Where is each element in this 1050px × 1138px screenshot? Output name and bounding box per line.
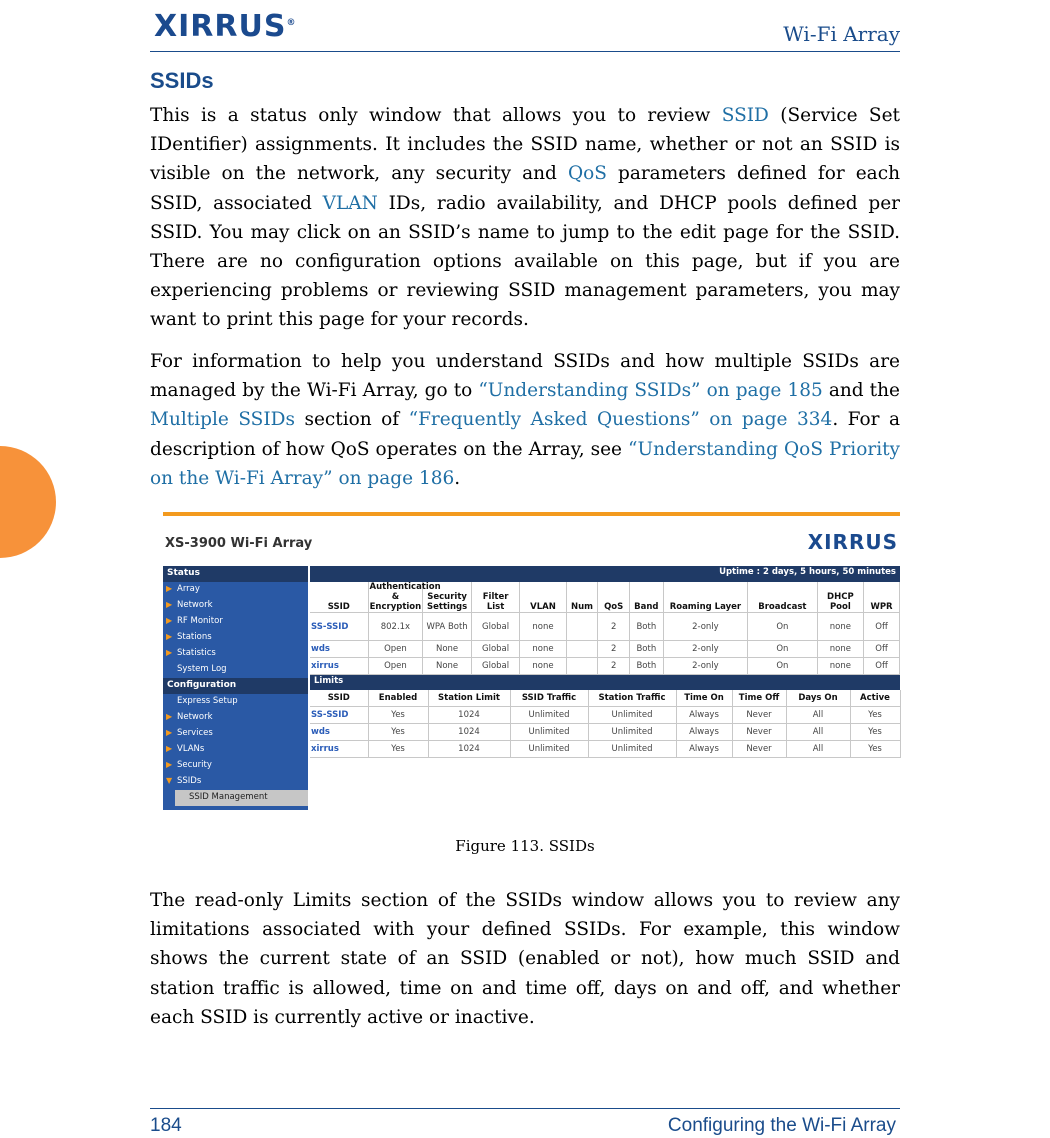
sidebar-status-head: Status [163,566,308,582]
figure-title-bar [163,512,900,562]
faq-link[interactable]: “Frequently Asked Questions” on page 334 [408,409,833,431]
ssid-cell: 2 [598,641,630,658]
ssid-cell: none [817,641,863,658]
sidebar-item-network[interactable]: ▶ Network [166,600,213,610]
limits-row [310,723,900,740]
limits-header-cell: Station Traffic [588,690,676,706]
ssid-cell: Global [471,641,520,658]
limits-cell: Never [732,706,786,723]
sidebar-item-services[interactable]: ▶ Services [166,728,213,738]
limits-ssid-link[interactable]: xirrus [310,740,368,757]
arrow-right-icon: ▶ [166,584,173,593]
ssid-header-cell: QoS [598,582,630,613]
ssid-link[interactable]: SSID [721,105,769,126]
ssid-cell [566,641,598,658]
section-title: SSIDs [150,68,214,93]
ssid-cell: On [748,613,818,641]
limits-row [310,706,900,723]
ssid-header-cell: Band [629,582,663,613]
header-title: Wi-Fi Array [783,22,900,46]
limits-header-cell: Enabled [368,690,428,706]
limits-header-cell: Time On [676,690,732,706]
intro-paragraph: This is a status only window that allows you to review SSID (Service Set IDentifier) assignments. It includes the SSID name, whether or not an SSID is visible on the network, any security and QoS parameters defined for each SSID, associated VLAN IDs, radio availability, and DHCP pools defined per SSID. You may click on an SSID’s name to jump to the edit page for the SSID. There are no configuration options available on this page, but if you are experiencing problems or reviewing SSID management parameters, you may want to print this page for your records. [150,105,900,331]
ssid-ssid-link[interactable]: xirrus [310,658,368,675]
qos-priority-link[interactable]: “Understanding QoS Priority on the Wi-Fi Array” on page 186 [150,438,901,489]
ssid-header-cell: DHCP Pool [817,582,863,613]
limits-cell: 1024 [428,740,510,757]
sidebar-item-array[interactable]: ▶ Array [166,584,200,594]
ssid-cell: none [817,658,863,675]
ssid-ssid-link[interactable]: wds [310,641,368,658]
ssid-cell: Global [471,658,520,675]
limits-cell: All [786,740,850,757]
ssid-cell: On [748,658,818,675]
ssid-cell: 2 [598,658,630,675]
arrow-down-icon: ▼ [166,776,173,785]
figure-caption: Figure 113. SSIDs [455,837,595,855]
ssid-cell: none [520,641,566,658]
ssid-header-cell: VLAN [520,582,566,613]
ssid-cell: Both [629,641,663,658]
arrow-right-icon: ▶ [166,760,173,769]
sidebar-config-head: Configuration [163,678,308,694]
sidebar-item-statistics[interactable]: ▶ Statistics [166,648,216,658]
limits-cell: Yes [368,723,428,740]
limits-header-cell: Days On [786,690,850,706]
ssid-cell: None [423,641,472,658]
limits-header-cell: Active [850,690,900,706]
sidebar-item-rf-monitor[interactable]: ▶ RF Monitor [166,616,223,626]
limits-table-header [310,690,900,706]
limits-header-cell: SSID [310,690,368,706]
sidebar-item-express-setup[interactable]: Express Setup [177,696,238,706]
vlan-link[interactable]: VLAN [322,192,378,214]
limits-section-bar: Limits [310,675,900,690]
ssid-cell [566,613,598,641]
chapter-title: Configuring the Wi-Fi Array [667,1115,896,1136]
ssid-header-cell: Num [566,582,598,613]
limits-cell: All [786,706,850,723]
ssid-cell: 2-only [663,613,747,641]
limits-cell: Unlimited [588,706,676,723]
limits-row [310,740,900,757]
ssid-header-cell: Filter List [471,582,520,613]
xirrus-logo: XIRRUS® [154,9,297,44]
ssid-cell: Open [368,641,423,658]
ssid-cell: 2-only [663,658,747,675]
limits-cell: Yes [368,740,428,757]
ssid-cell: Global [471,613,520,641]
limits-cell: Yes [850,723,900,740]
sidebar-item-vlans[interactable]: ▶ VLANs [166,744,205,754]
limits-paragraph: The read-only Limits section of the SSIDs window allows you to review any limitations associated with your defined SSIDs. For example, this window shows the current state of an SSID (enabled or not), how much SSID and station traffic is allowed, time on and time off, days on and off, and whether each SSID is currently active or inactive. [150,890,900,1028]
ssid-cell: 2 [598,613,630,641]
limits-cell: 1024 [428,706,510,723]
figure-sidebar [163,566,308,810]
ssid-cell: Open [368,658,423,675]
sidebar-item-config-network[interactable]: ▶ Network [166,712,213,722]
arrow-right-icon: ▶ [166,632,173,641]
ssid-cell: WPA Both [423,613,472,641]
ssid-cell: On [748,641,818,658]
limits-ssid-link[interactable]: SS-SSID [310,706,368,723]
ssid-header-cell: WPR [864,582,900,613]
sidebar-item-stations[interactable]: ▶ Stations [166,632,212,642]
ssid-header-cell: Security Settings [423,582,472,613]
info-paragraph: For information to help you understand SSIDs and how multiple SSIDs are managed by the Wi-Fi Array, go to “Understanding SSIDs” on page 185 and the Multiple SSIDs section of “Frequently Asked Questions” on page 334. For a description of how QoS operates on the Array, see “Understanding QoS Priority on the Wi-Fi Array” on page 186. [150,351,901,489]
ssid-table-header [310,582,900,613]
sidebar-item-ssid-management[interactable]: SSID Management [175,790,308,806]
limits-cell: Always [676,706,732,723]
figure-window-title: XS-3900 Wi-Fi Array [165,536,313,551]
ssid-cell: Both [629,658,663,675]
limits-cell: Unlimited [510,706,588,723]
multiple-ssids-link[interactable]: Multiple SSIDs [150,409,295,431]
limits-cell: Yes [850,706,900,723]
uptime-bar: Uptime : 2 days, 5 hours, 50 minutes [310,566,900,582]
ssid-table [310,582,900,675]
ssid-header-cell: Broadcast [748,582,818,613]
ssid-cell: Both [629,613,663,641]
page-footer [150,1108,900,1138]
limits-cell: Always [676,723,732,740]
sidebar-item-ssids[interactable]: ▼ SSIDs [166,776,202,786]
ssid-cell: Off [864,658,900,675]
limits-cell: Unlimited [588,740,676,757]
arrow-right-icon: ▶ [166,744,173,753]
figure-main-panel [310,566,900,810]
sidebar-item-system-log[interactable]: System Log [177,664,227,674]
limits-table [310,690,901,758]
ssid-cell: Off [864,641,900,658]
arrow-right-icon: ▶ [166,712,173,721]
ssids-screenshot-figure [163,512,900,810]
limits-cell: Yes [368,706,428,723]
page-number: 184 [150,1115,182,1136]
ssid-cell: none [817,613,863,641]
arrow-right-icon: ▶ [166,616,173,625]
ssid-cell: 802.1x [368,613,423,641]
ssid-cell: none [520,658,566,675]
ssid-row [310,658,900,675]
figure-xirrus-logo: XIRRUS [807,530,898,554]
arrow-right-icon: ▶ [166,728,173,737]
ssid-cell: none [520,613,566,641]
limits-header-cell: Station Limit [428,690,510,706]
sidebar-item-security[interactable]: ▶ Security [166,760,212,770]
ssid-cell: None [423,658,472,675]
understanding-ssids-link[interactable]: “Understanding SSIDs” on page 185 [478,380,823,402]
ssid-header-cell: SSID [310,582,368,613]
ssid-ssid-link[interactable]: SS-SSID [310,613,368,641]
arrow-right-icon: ▶ [166,600,173,609]
limits-header-cell: SSID Traffic [510,690,588,706]
ssid-header-cell: Roaming Layer [663,582,747,613]
limits-cell: Never [732,740,786,757]
limits-cell: 1024 [428,723,510,740]
ssid-row [310,613,900,641]
ssid-cell [566,658,598,675]
ssid-cell: Off [864,613,900,641]
ssid-row [310,641,900,658]
qos-link[interactable]: QoS [567,163,607,185]
ssid-header-cell: Authentication & Encryption [369,582,441,612]
limits-cell: Always [676,740,732,757]
limits-cell: Yes [850,740,900,757]
limits-cell: Unlimited [510,740,588,757]
chapter-tab-marker [0,446,56,558]
limits-ssid-link[interactable]: wds [310,723,368,740]
limits-cell: Unlimited [510,723,588,740]
page-header [150,8,900,52]
arrow-right-icon: ▶ [166,648,173,657]
limits-cell: All [786,723,850,740]
limits-cell: Never [732,723,786,740]
limits-header-cell: Time Off [732,690,786,706]
limits-cell: Unlimited [588,723,676,740]
ssid-cell: 2-only [663,641,747,658]
